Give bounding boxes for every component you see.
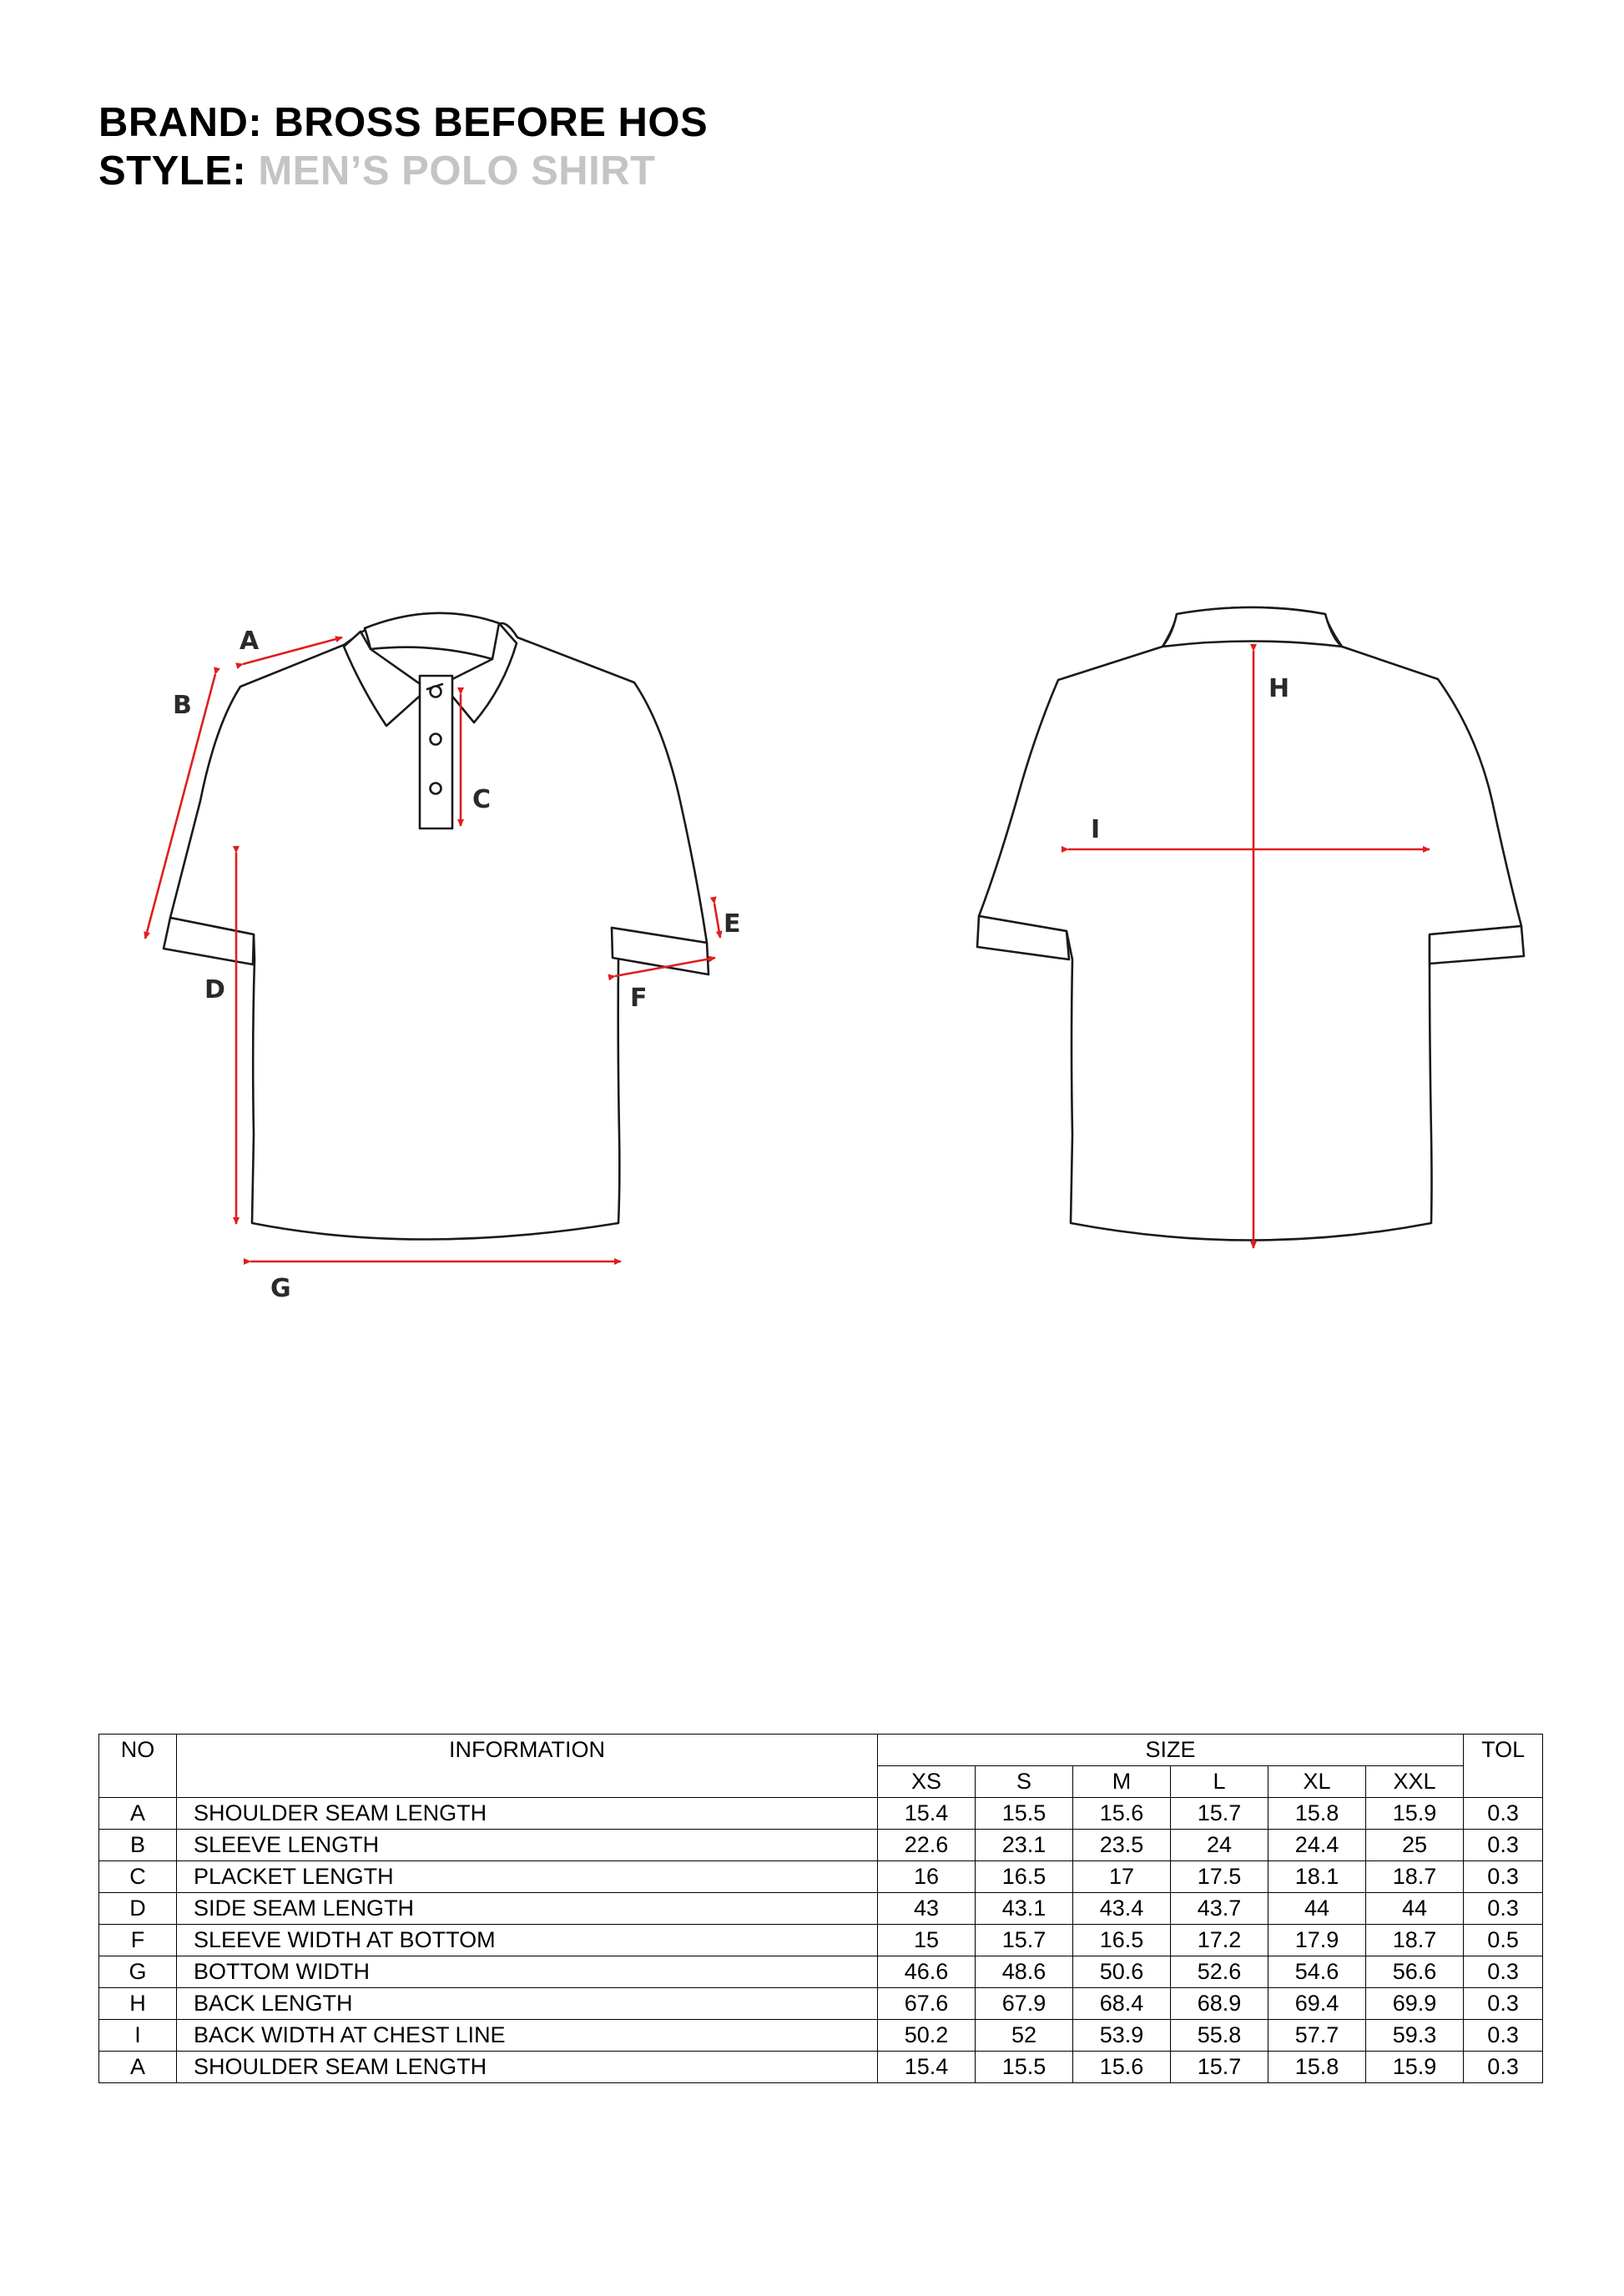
size-header: L bbox=[1171, 1766, 1268, 1798]
brand-value: BROSS BEFORE HOS bbox=[274, 100, 709, 145]
placket-button-3 bbox=[431, 783, 441, 794]
placket-button-2 bbox=[431, 734, 441, 745]
row-tol: 0.3 bbox=[1464, 1830, 1543, 1861]
size-header: S bbox=[976, 1766, 1073, 1798]
row-tol: 0.3 bbox=[1464, 2052, 1543, 2083]
row-size-value: 17 bbox=[1073, 1861, 1171, 1893]
row-size-value: 16.5 bbox=[1073, 1925, 1171, 1956]
row-size-value: 15.9 bbox=[1366, 1798, 1464, 1830]
table-row bbox=[99, 1988, 1543, 2020]
size-header: XXL bbox=[1366, 1766, 1464, 1798]
label-i: I bbox=[1091, 815, 1101, 844]
row-size-value: 15.8 bbox=[1268, 1798, 1366, 1830]
table-row bbox=[99, 2020, 1543, 2052]
row-size-value: 15.9 bbox=[1366, 2052, 1464, 2083]
table-row bbox=[99, 1861, 1543, 1893]
technical-flat-diagram bbox=[0, 542, 1624, 1352]
table-row bbox=[99, 1893, 1543, 1925]
label-f: F bbox=[630, 984, 648, 1013]
row-size-value: 18.7 bbox=[1366, 1925, 1464, 1956]
row-size-value: 15.6 bbox=[1073, 1798, 1171, 1830]
row-size-value: 67.9 bbox=[976, 1988, 1073, 2020]
row-information: BOTTOM WIDTH bbox=[177, 1956, 878, 1988]
back-view-shirt bbox=[977, 607, 1524, 1241]
row-size-value: 15 bbox=[878, 1925, 976, 1956]
brand-label: BRAND: bbox=[98, 100, 263, 145]
header-size: SIZE bbox=[878, 1735, 1464, 1766]
row-size-value: 55.8 bbox=[1171, 2020, 1268, 2052]
row-information: SLEEVE WIDTH AT BOTTOM bbox=[177, 1925, 878, 1956]
row-no: B bbox=[99, 1830, 177, 1861]
size-spec-table bbox=[98, 1734, 1543, 2083]
row-size-value: 17.9 bbox=[1268, 1925, 1366, 1956]
row-no: C bbox=[99, 1861, 177, 1893]
row-size-value: 15.8 bbox=[1268, 2052, 1366, 2083]
row-size-value: 44 bbox=[1366, 1893, 1464, 1925]
front-view-shirt bbox=[164, 613, 709, 1240]
row-size-value: 43.7 bbox=[1171, 1893, 1268, 1925]
label-e: E bbox=[724, 909, 741, 939]
row-size-value: 67.6 bbox=[878, 1988, 976, 2020]
row-no: A bbox=[99, 1798, 177, 1830]
measure-e-line bbox=[714, 904, 720, 938]
row-size-value: 22.6 bbox=[878, 1830, 976, 1861]
row-size-value: 52 bbox=[976, 2020, 1073, 2052]
row-size-value: 50.2 bbox=[878, 2020, 976, 2052]
row-tol: 0.5 bbox=[1464, 1925, 1543, 1956]
row-size-value: 50.6 bbox=[1073, 1956, 1171, 1988]
label-h: H bbox=[1268, 674, 1290, 703]
row-information: SHOULDER SEAM LENGTH bbox=[177, 1798, 878, 1830]
style-line bbox=[98, 147, 708, 195]
row-size-value: 18.1 bbox=[1268, 1861, 1366, 1893]
row-size-value: 52.6 bbox=[1171, 1956, 1268, 1988]
row-information: PLACKET LENGTH bbox=[177, 1861, 878, 1893]
row-size-value: 18.7 bbox=[1366, 1861, 1464, 1893]
row-size-value: 68.9 bbox=[1171, 1988, 1268, 2020]
row-size-value: 43 bbox=[878, 1893, 976, 1925]
row-no: H bbox=[99, 1988, 177, 2020]
table-header-row bbox=[99, 1735, 1543, 1766]
row-tol: 0.3 bbox=[1464, 1988, 1543, 2020]
row-size-value: 15.4 bbox=[878, 1798, 976, 1830]
table-row bbox=[99, 1830, 1543, 1861]
row-information: SHOULDER SEAM LENGTH bbox=[177, 2052, 878, 2083]
row-no: I bbox=[99, 2020, 177, 2052]
row-tol: 0.3 bbox=[1464, 1893, 1543, 1925]
row-size-value: 17.2 bbox=[1171, 1925, 1268, 1956]
label-g: G bbox=[270, 1274, 291, 1303]
label-d: D bbox=[204, 975, 225, 1004]
row-information: BACK WIDTH AT CHEST LINE bbox=[177, 2020, 878, 2052]
row-size-value: 16.5 bbox=[976, 1861, 1073, 1893]
row-tol: 0.3 bbox=[1464, 1956, 1543, 1988]
header-information: INFORMATION bbox=[177, 1735, 878, 1798]
row-information: BACK LENGTH bbox=[177, 1988, 878, 2020]
front-placket bbox=[420, 676, 452, 828]
row-size-value: 57.7 bbox=[1268, 2020, 1366, 2052]
table-row bbox=[99, 1956, 1543, 1988]
label-b: B bbox=[173, 691, 192, 720]
row-size-value: 15.7 bbox=[976, 1925, 1073, 1956]
row-size-value: 69.9 bbox=[1366, 1988, 1464, 2020]
row-size-value: 17.5 bbox=[1171, 1861, 1268, 1893]
row-size-value: 48.6 bbox=[976, 1956, 1073, 1988]
header-tol: TOL bbox=[1464, 1735, 1543, 1798]
row-size-value: 15.5 bbox=[976, 1798, 1073, 1830]
row-size-value: 44 bbox=[1268, 1893, 1366, 1925]
row-tol: 0.3 bbox=[1464, 1798, 1543, 1830]
placket-button-1 bbox=[431, 687, 441, 697]
row-size-value: 15.4 bbox=[878, 2052, 976, 2083]
row-size-value: 24.4 bbox=[1268, 1830, 1366, 1861]
size-header: XS bbox=[878, 1766, 976, 1798]
row-size-value: 54.6 bbox=[1268, 1956, 1366, 1988]
row-size-value: 43.1 bbox=[976, 1893, 1073, 1925]
style-label: STYLE: bbox=[98, 149, 247, 194]
row-size-value: 15.7 bbox=[1171, 2052, 1268, 2083]
size-header: XL bbox=[1268, 1766, 1366, 1798]
row-size-value: 24 bbox=[1171, 1830, 1268, 1861]
label-a: A bbox=[240, 627, 260, 656]
row-size-value: 15.6 bbox=[1073, 2052, 1171, 2083]
row-size-value: 69.4 bbox=[1268, 1988, 1366, 2020]
row-size-value: 23.1 bbox=[976, 1830, 1073, 1861]
label-c: C bbox=[472, 785, 492, 814]
row-size-value: 56.6 bbox=[1366, 1956, 1464, 1988]
table-row bbox=[99, 2052, 1543, 2083]
table-row bbox=[99, 1925, 1543, 1956]
row-no: D bbox=[99, 1893, 177, 1925]
spec-header bbox=[98, 98, 708, 195]
row-size-value: 15.5 bbox=[976, 2052, 1073, 2083]
brand-line bbox=[98, 98, 708, 147]
row-tol: 0.3 bbox=[1464, 2020, 1543, 2052]
row-size-value: 43.4 bbox=[1073, 1893, 1171, 1925]
size-header: M bbox=[1073, 1766, 1171, 1798]
row-size-value: 16 bbox=[878, 1861, 976, 1893]
row-size-value: 25 bbox=[1366, 1830, 1464, 1861]
row-information: SIDE SEAM LENGTH bbox=[177, 1893, 878, 1925]
row-size-value: 46.6 bbox=[878, 1956, 976, 1988]
header-no: NO bbox=[99, 1735, 177, 1798]
row-no: G bbox=[99, 1956, 177, 1988]
row-no: F bbox=[99, 1925, 177, 1956]
row-tol: 0.3 bbox=[1464, 1861, 1543, 1893]
row-no: A bbox=[99, 2052, 177, 2083]
row-size-value: 59.3 bbox=[1366, 2020, 1464, 2052]
back-collar-band bbox=[1163, 607, 1342, 647]
table-row bbox=[99, 1798, 1543, 1830]
row-size-value: 23.5 bbox=[1073, 1830, 1171, 1861]
row-size-value: 15.7 bbox=[1171, 1798, 1268, 1830]
row-size-value: 68.4 bbox=[1073, 1988, 1171, 2020]
back-body-outline bbox=[979, 607, 1521, 1241]
style-value: MEN’S POLO SHIRT bbox=[258, 149, 656, 194]
row-information: SLEEVE LENGTH bbox=[177, 1830, 878, 1861]
table-body bbox=[99, 1798, 1543, 2083]
row-size-value: 53.9 bbox=[1073, 2020, 1171, 2052]
